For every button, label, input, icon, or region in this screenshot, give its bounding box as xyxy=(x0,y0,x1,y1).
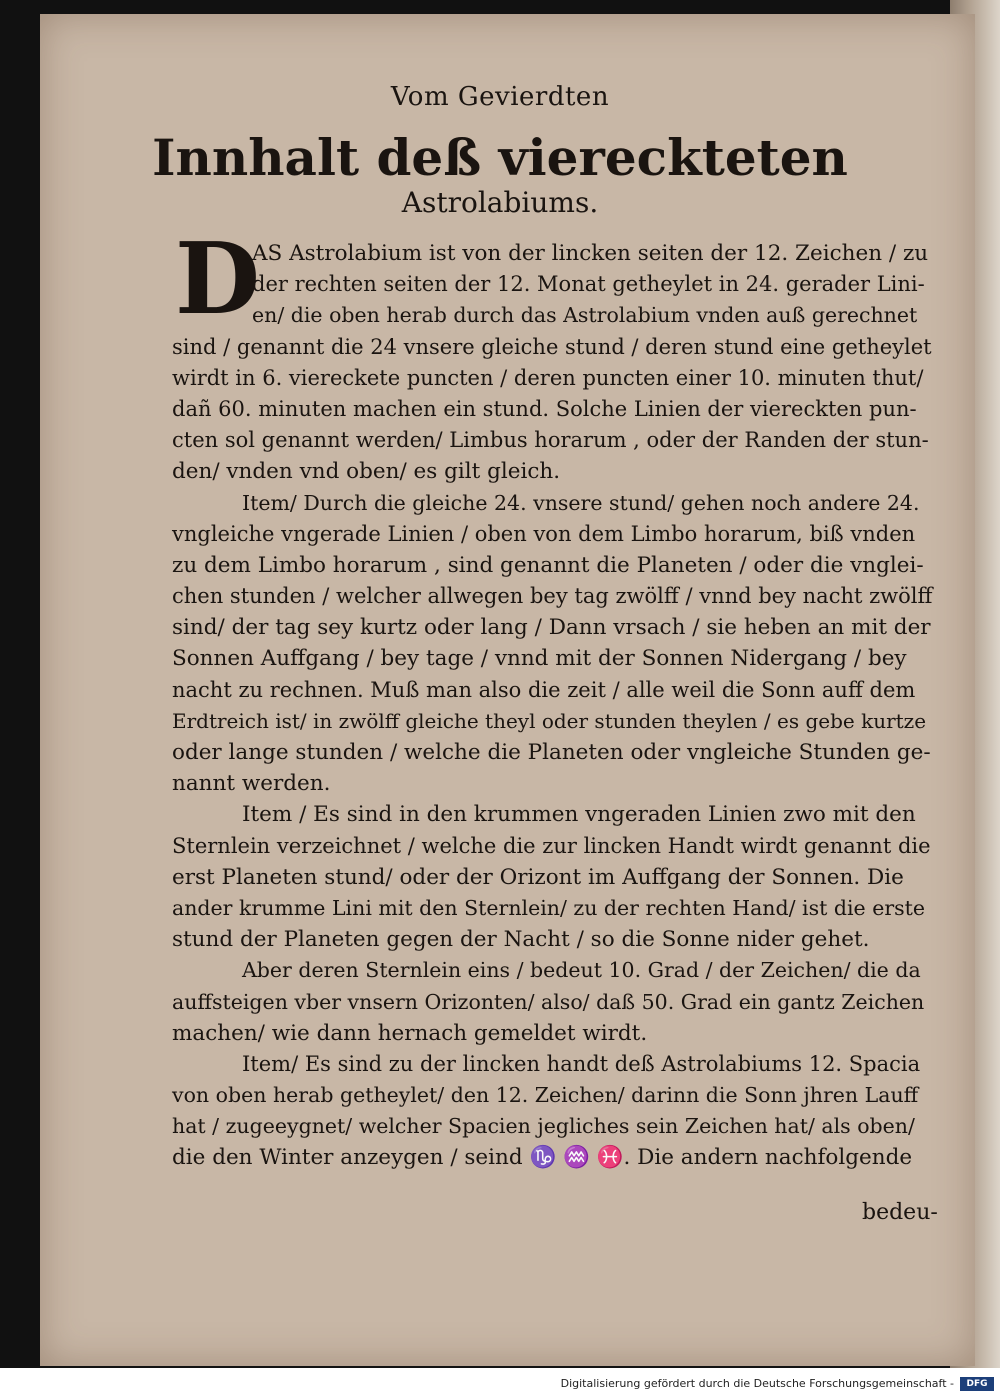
body-text xyxy=(172,238,932,1174)
footer-bar xyxy=(0,1368,1000,1396)
text-line: auffsteigen vber vnsern Orizonten/ also/ daß 50. Grad ein gantz Zeichen xyxy=(172,989,925,1014)
text-line: en/ die oben herab durch das Astrolabium vnden auß gerechnet xyxy=(252,303,918,328)
text-line: der rechten seiten der 12. Monat getheylet in 24. gerader Lini- xyxy=(252,272,925,297)
text-line: sind/ der tag sey kurtz oder lang / Dann vrsach / sie heben an mit der xyxy=(172,615,931,641)
text-line: Erdtreich ist/ in zwölff gleiche theyl oder stunden theylen / es gebe kurtze xyxy=(172,708,927,733)
text-line: Sonnen Auffgang / bey tage / vnnd mit der Sonnen Nidergang / bey xyxy=(172,646,907,672)
text-line: den/ vnden vnd oben/ es gilt gleich. xyxy=(172,459,561,485)
text-line: ander krumme Lini mit den Sternlein/ zu der rechten Hand/ ist die erste xyxy=(172,895,926,920)
text-line: cten sol genannt werden/ Limbus horarum , oder der Randen der stun- xyxy=(172,428,929,453)
text-line: Sternlein verzeichnet / welche die zur lincken Handt wirdt genannt die xyxy=(172,833,931,858)
text-line: oder lange stunden / welche die Planeten oder vngleiche Stunden ge- xyxy=(172,740,931,765)
text-line: chen stunden / welcher allwegen bey tag zwölff / vnnd bey nacht zwölff xyxy=(172,584,933,609)
running-head: Vom Gevierdten xyxy=(390,82,610,112)
text-line: Item / Es sind in den krummen vngeraden Linien zwo mit den xyxy=(242,802,916,828)
text-line: Item/ Durch die gleiche 24. vnsere stund/ gehen noch andere 24. xyxy=(242,490,920,515)
text-line: stund der Planeten gegen der Nacht / so die Sonne nider gehet. xyxy=(172,927,870,953)
text-line: dañ 60. minuten machen ein stund. Solche Linien der viereckten pun- xyxy=(172,396,917,421)
text-line: vngleiche vngerade Linien / oben von dem Limbo horarum, biß vnden xyxy=(172,521,916,546)
page-title: Innhalt deß viereckteten xyxy=(152,128,848,187)
dfg-logo-icon[interactable]: DFG xyxy=(960,1377,994,1391)
decorated-initial: D xyxy=(175,222,260,337)
text-line: wirdt in 6. viereckete puncten / deren puncten einer 10. minuten thut/ xyxy=(172,365,924,390)
text-line: zu dem Limbo horarum , sind genannt die Planeten / oder die vnglei- xyxy=(172,552,924,578)
text-line: sind / genannt die 24 vnsere gleiche stund / deren stund eine getheylet xyxy=(172,334,932,359)
catchword: bedeu- xyxy=(862,1200,938,1225)
text-line: AS Astrolabium ist von der lincken seiten der 12. Zeichen / zu xyxy=(252,241,929,266)
text-line: hat / zugeeygnet/ welcher Spacien jegliches sein Zeichen hat/ als oben/ xyxy=(172,1114,915,1139)
text-line: von oben herab getheylet/ den 12. Zeichen/ darinn die Sonn jhren Lauff xyxy=(172,1083,919,1108)
text-line: machen/ wie dann hernach gemeldet wirdt. xyxy=(172,1020,648,1046)
text-line: erst Planeten stund/ oder der Orizont im Auffgang der Sonnen. Die xyxy=(172,864,904,890)
text-line: die den Winter anzeygen / seind ♑ ♒ ♓. Die andern nachfolgende xyxy=(172,1145,913,1171)
text-line: nannt werden. xyxy=(172,771,331,797)
text-line: Aber deren Sternlein eins / bedeut 10. Grad / der Zeichen/ die da xyxy=(242,958,921,983)
page-subtitle: Astrolabiums. xyxy=(401,186,599,219)
funding-notice: Digitalisierung gefördert durch die Deutsche Forschungsgemeinschaft - xyxy=(560,1377,954,1390)
text-line: nacht zu rechnen. Muß man also die zeit / alle weil die Sonn auff dem xyxy=(172,677,916,702)
text-line: Item/ Es sind zu der lincken handt deß Astrolabiums 12. Spacia xyxy=(242,1051,921,1076)
